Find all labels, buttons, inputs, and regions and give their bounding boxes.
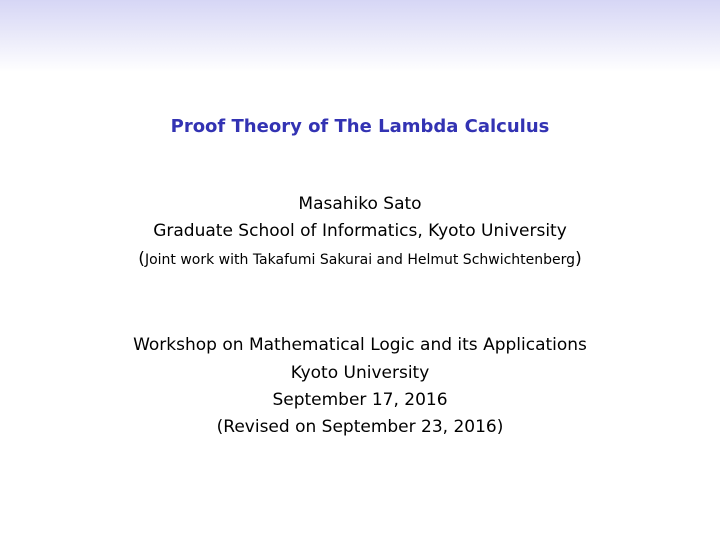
joint-work-note: [0, 251, 720, 268]
joint-open-paren: (: [138, 249, 145, 269]
workshop-venue: Kyoto University: [290, 363, 430, 383]
author-name: Masahiko Sato: [298, 194, 422, 214]
slide-title: Proof Theory of The Lambda Calculus: [170, 116, 550, 137]
workshop-name: Workshop on Mathematical Logic and its Applications: [133, 335, 587, 355]
header-gradient-band: [0, 0, 720, 72]
author-affiliation: Graduate School of Informatics, Kyoto University: [153, 221, 567, 241]
workshop-date: September 17, 2016: [272, 390, 448, 410]
revision-date: (Revised on September 23, 2016): [216, 417, 504, 437]
joint-close-paren: ): [575, 249, 582, 269]
joint-work-text: Joint work with Takafumi Sakurai and Helmut Schwichtenberg: [144, 252, 576, 268]
